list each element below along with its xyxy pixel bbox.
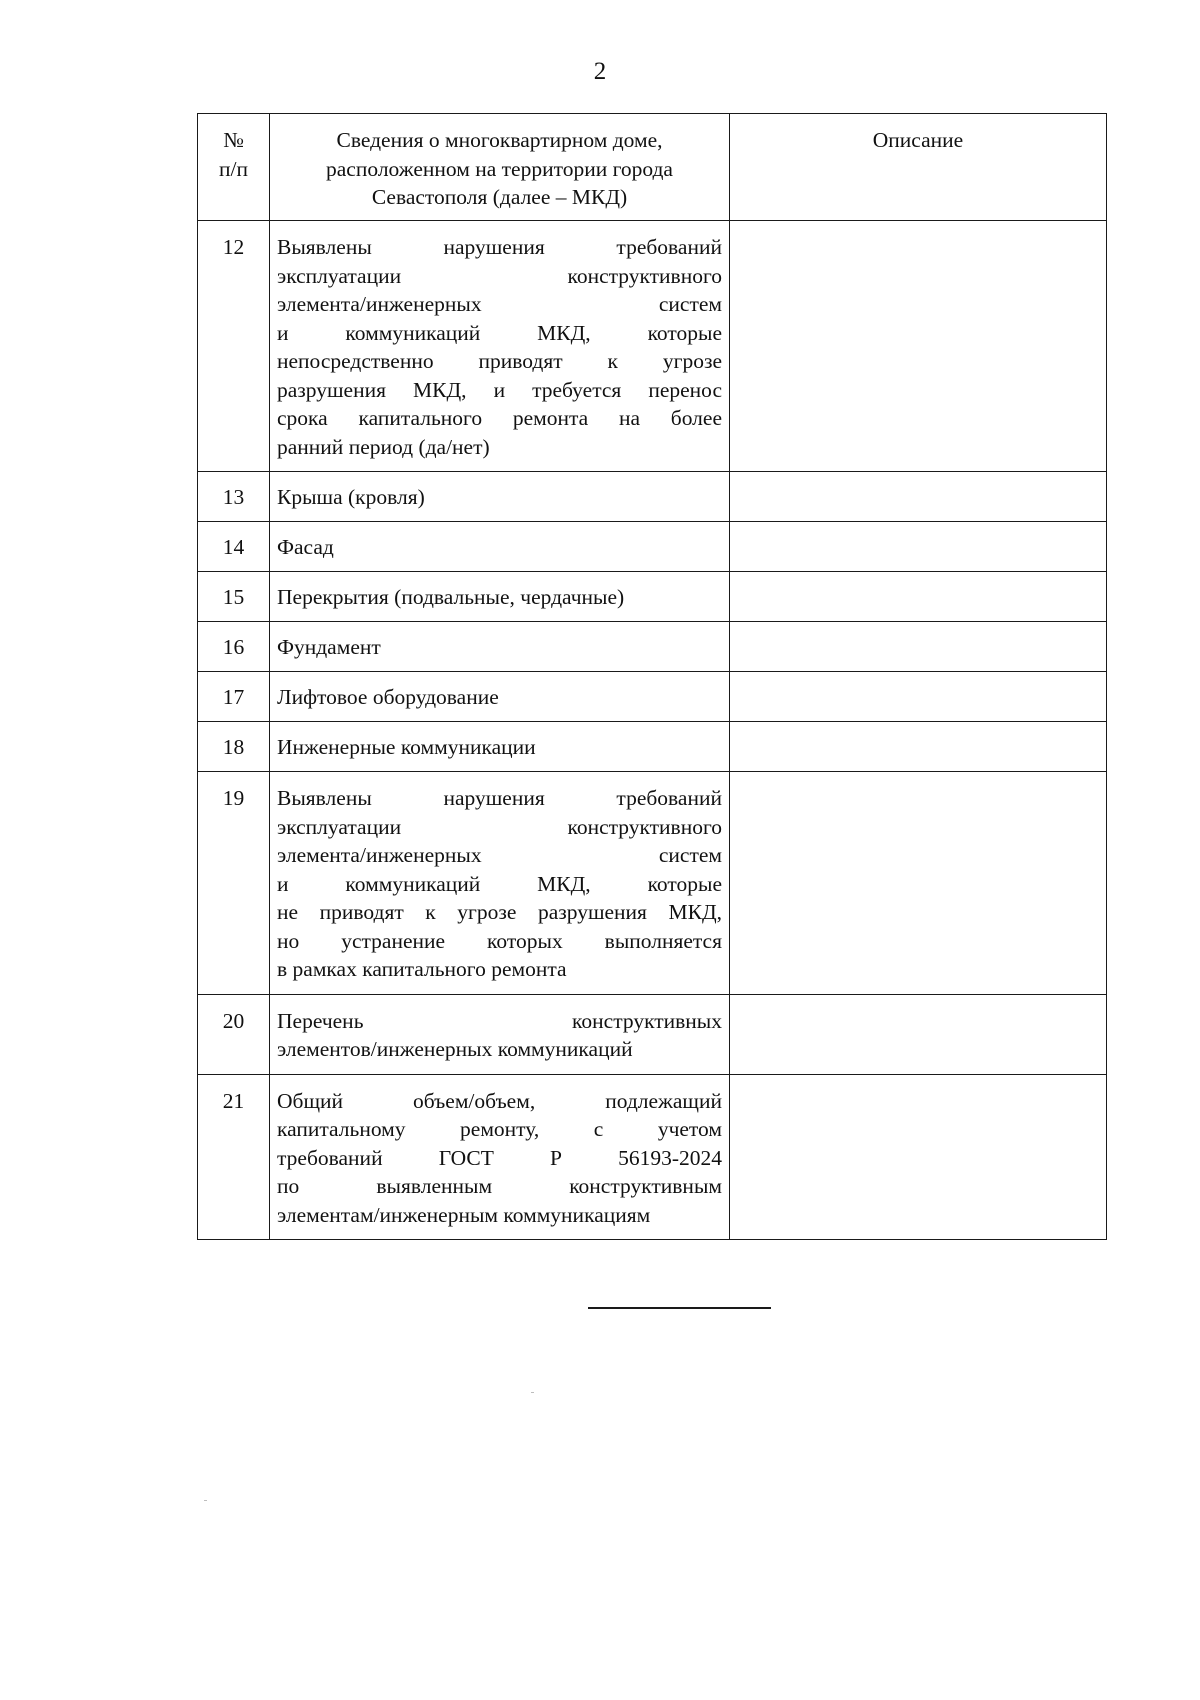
row-info-line: разрушения МКД, и требуется перенос <box>277 377 722 402</box>
row-number-cell <box>198 1074 270 1240</box>
header-info-line: расположенном на территории города <box>326 156 673 181</box>
row-info-line: по выявленным конструктивным <box>277 1174 722 1198</box>
row-number: 20 <box>222 1008 245 1033</box>
table-row <box>198 622 1107 672</box>
header-number-cell <box>198 114 270 221</box>
header-number-abbr: п/п <box>219 156 248 181</box>
row-description-cell <box>730 472 1107 522</box>
row-info-cell <box>270 221 730 472</box>
table-row <box>198 672 1107 722</box>
table-row <box>198 772 1107 995</box>
table-row <box>198 472 1107 522</box>
row-number: 14 <box>222 535 245 559</box>
row-number-cell <box>198 572 270 622</box>
row-info-line: Перекрытия (подвальные, чердачные) <box>277 585 625 609</box>
row-number: 18 <box>222 735 245 759</box>
scan-artifact <box>531 1392 534 1393</box>
row-info-line: Инженерные коммуникации <box>277 735 536 759</box>
table-row <box>198 572 1107 622</box>
row-info-line: капитальному ремонту, с учетом <box>277 1117 722 1141</box>
row-info-line: элементам/инженерным коммуникациям <box>277 1202 651 1227</box>
row-number-cell <box>198 221 270 472</box>
table-row <box>198 221 1107 472</box>
row-description-cell <box>730 572 1107 622</box>
row-description-cell <box>730 1074 1107 1240</box>
row-info-line: ранний период (да/нет) <box>277 434 490 459</box>
row-info-line: элемента/инженерных систем <box>277 292 722 316</box>
row-info-cell <box>270 572 730 622</box>
row-info-cell <box>270 622 730 672</box>
row-number-cell <box>198 622 270 672</box>
row-number: 13 <box>222 485 245 509</box>
row-info-line: Перечень конструктивных <box>277 1008 722 1033</box>
table-row <box>198 994 1107 1074</box>
row-info-line: не приводят к угрозе разрушения МКД, <box>277 900 722 924</box>
row-info-cell <box>270 672 730 722</box>
row-description-cell <box>730 722 1107 772</box>
scan-artifact <box>204 1500 207 1501</box>
table-row <box>198 722 1107 772</box>
row-info-cell <box>270 472 730 522</box>
row-info-cell <box>270 522 730 572</box>
row-description-cell <box>730 522 1107 572</box>
row-info-cell <box>270 1074 730 1240</box>
row-number: 15 <box>222 585 245 609</box>
row-number: 21 <box>222 1088 245 1113</box>
row-info-line: элементов/инженерных коммуникаций <box>277 1037 633 1061</box>
row-number: 17 <box>222 685 245 709</box>
row-info-line: эксплуатации конструктивного <box>277 814 722 839</box>
row-info-line: Выявлены нарушения требований <box>277 786 722 810</box>
row-info-line: непосредственно приводят к угрозе <box>277 349 722 373</box>
row-number: 12 <box>222 235 245 259</box>
row-description-cell <box>730 994 1107 1074</box>
row-info-line: и коммуникаций МКД, которые <box>277 871 722 896</box>
header-info-line: Сведения о многоквартирном доме, <box>336 128 663 152</box>
header-info-line: Севастополя (далее – МКД) <box>371 185 628 209</box>
row-info-line: Лифтовое оборудование <box>277 685 499 709</box>
row-number-cell <box>198 672 270 722</box>
row-number: 19 <box>222 786 245 810</box>
header-number-symbol: № <box>223 128 244 152</box>
row-number-cell <box>198 522 270 572</box>
row-info-line: в рамках капитального ремонта <box>277 957 567 981</box>
row-number-cell <box>198 722 270 772</box>
row-info-line: Общий объем/объем, подлежащий <box>277 1088 722 1113</box>
table-row <box>198 522 1107 572</box>
row-description-cell <box>730 772 1107 995</box>
row-info-line: требований ГОСТ Р 56193-2024 <box>277 1145 722 1170</box>
row-description-cell <box>730 221 1107 472</box>
header-description-label: Описание <box>872 128 964 152</box>
row-number-cell <box>198 994 270 1074</box>
row-info-line: Крыша (кровля) <box>277 485 425 509</box>
row-info-line: эксплуатации конструктивного <box>277 263 722 288</box>
row-info-line: элемента/инженерных систем <box>277 843 722 867</box>
row-info-cell <box>270 772 730 995</box>
building-info-table <box>197 113 1107 1240</box>
row-info-line: Фасад <box>277 535 334 559</box>
end-of-document-rule <box>588 1307 771 1309</box>
row-info-line: Выявлены нарушения требований <box>277 235 722 259</box>
row-description-cell <box>730 622 1107 672</box>
row-info-cell <box>270 722 730 772</box>
row-description-cell <box>730 672 1107 722</box>
row-info-line: Фундамент <box>277 635 381 659</box>
table-row <box>198 1074 1107 1240</box>
row-info-line: срока капитального ремонта на более <box>277 406 722 430</box>
table-header-row <box>198 114 1107 221</box>
header-description-cell <box>730 114 1107 221</box>
row-number-cell <box>198 772 270 995</box>
row-number-cell <box>198 472 270 522</box>
header-info-cell <box>270 114 730 221</box>
page-number: 2 <box>593 58 607 85</box>
row-info-line: и коммуникаций МКД, которые <box>277 320 722 345</box>
row-number: 16 <box>222 635 245 659</box>
row-info-cell <box>270 994 730 1074</box>
row-info-line: но устранение которых выполняется <box>277 928 722 953</box>
